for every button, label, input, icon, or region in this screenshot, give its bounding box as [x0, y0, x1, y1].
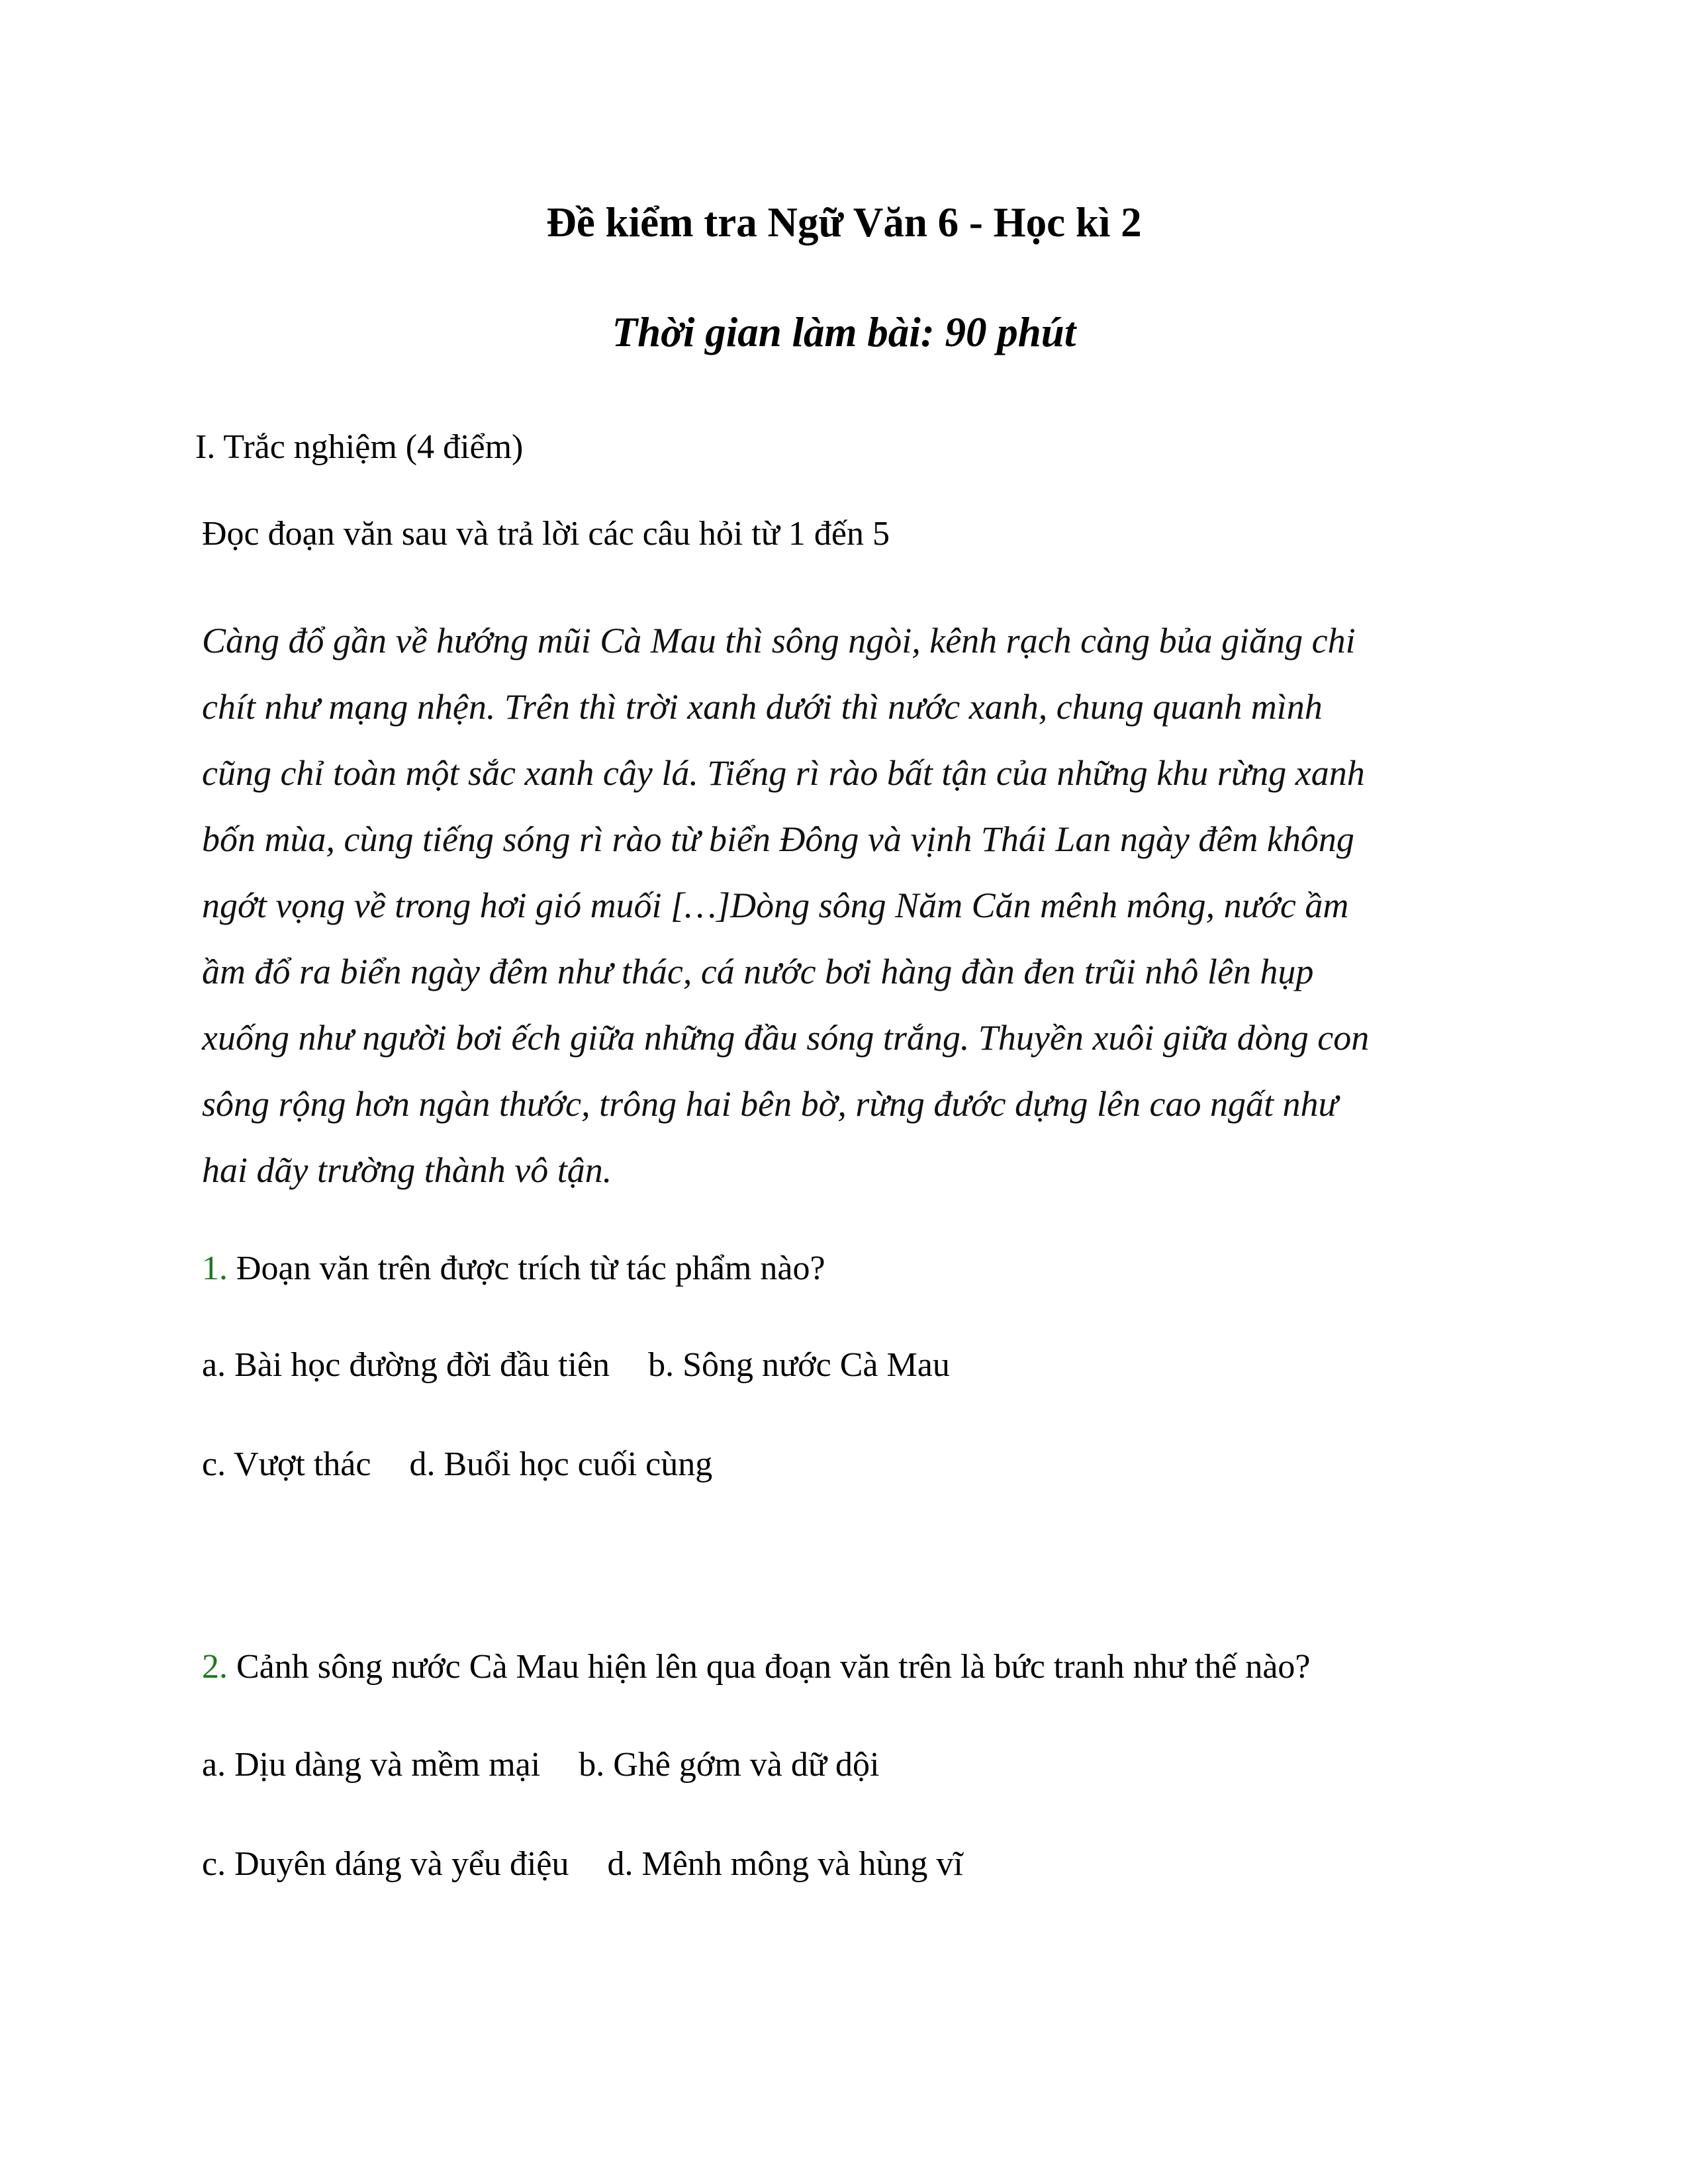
reading-passage — [202, 608, 1499, 1203]
question-2 — [202, 1645, 1311, 1689]
option-b: b. Ghê gớm và dữ dội — [579, 1746, 880, 1784]
question-1 — [202, 1247, 825, 1291]
page-title: Đề kiểm tra Ngữ Văn 6 - Học kì 2 — [546, 199, 1142, 246]
question-number: 1. — [202, 1250, 228, 1287]
question-2-options-cd — [202, 1843, 963, 1886]
passage-line: cũng chỉ toàn một sắc xanh cây lá. Tiếng rì rào bất tận của những khu rừng xanh — [202, 753, 1365, 793]
question-1-options-ab — [202, 1343, 950, 1387]
option-c: c. Duyên dáng và yểu điệu — [202, 1845, 569, 1883]
option-d: d. Buổi học cuối cùng — [409, 1445, 713, 1483]
option-c: c. Vượt thác — [202, 1445, 371, 1483]
passage-line: Càng đổ gần về hướng mũi Cà Mau thì sông ngòi, kênh rạch càng bủa giăng chi — [202, 621, 1356, 660]
option-d: d. Mênh mông và hùng vĩ — [607, 1845, 963, 1883]
option-a: a. Bài học đường đời đầu tiên — [202, 1346, 610, 1384]
page-subtitle: Thời gian làm bài: 90 phút — [612, 309, 1076, 355]
question-2-options-ab — [202, 1743, 880, 1787]
section-heading: I. Trắc nghiệm (4 điểm) — [195, 428, 524, 466]
question-text: Đoạn văn trên được trích từ tác phẩm nào? — [228, 1250, 825, 1287]
question-1-options-cd — [202, 1443, 712, 1486]
passage-line: chít như mạng nhện. Trên thì trời xanh dưới thì nước xanh, chung quanh mình — [202, 687, 1323, 727]
passage-line: hai dãy trường thành vô tận. — [202, 1150, 612, 1190]
instruction-text: Đọc đoạn văn sau và trả lời các câu hỏi từ 1 đến 5 — [202, 515, 890, 553]
passage-line: sông rộng hơn ngàn thước, trông hai bên bờ, rừng đước dựng lên cao ngất như — [202, 1084, 1338, 1124]
passage-line: xuống như người bơi ếch giữa những đầu sóng trắng. Thuyền xuôi giữa dòng con — [202, 1018, 1370, 1058]
passage-line: ầm đổ ra biển ngày đêm như thác, cá nước bơi hàng đàn đen trũi nhô lên hụp — [202, 952, 1314, 991]
option-a: a. Dịu dàng và mềm mại — [202, 1746, 541, 1784]
passage-line: ngớt vọng về trong hơi gió muối […]Dòng sông Năm Căn mênh mông, nước ầm — [202, 886, 1349, 925]
option-b: b. Sông nước Cà Mau — [648, 1346, 950, 1384]
question-number: 2. — [202, 1648, 228, 1686]
question-text: Cảnh sông nước Cà Mau hiện lên qua đoạn văn trên là bức tranh như thế nào? — [228, 1648, 1311, 1686]
passage-line: bốn mùa, cùng tiếng sóng rì rào từ biển Đông và vịnh Thái Lan ngày đêm không — [202, 819, 1354, 859]
